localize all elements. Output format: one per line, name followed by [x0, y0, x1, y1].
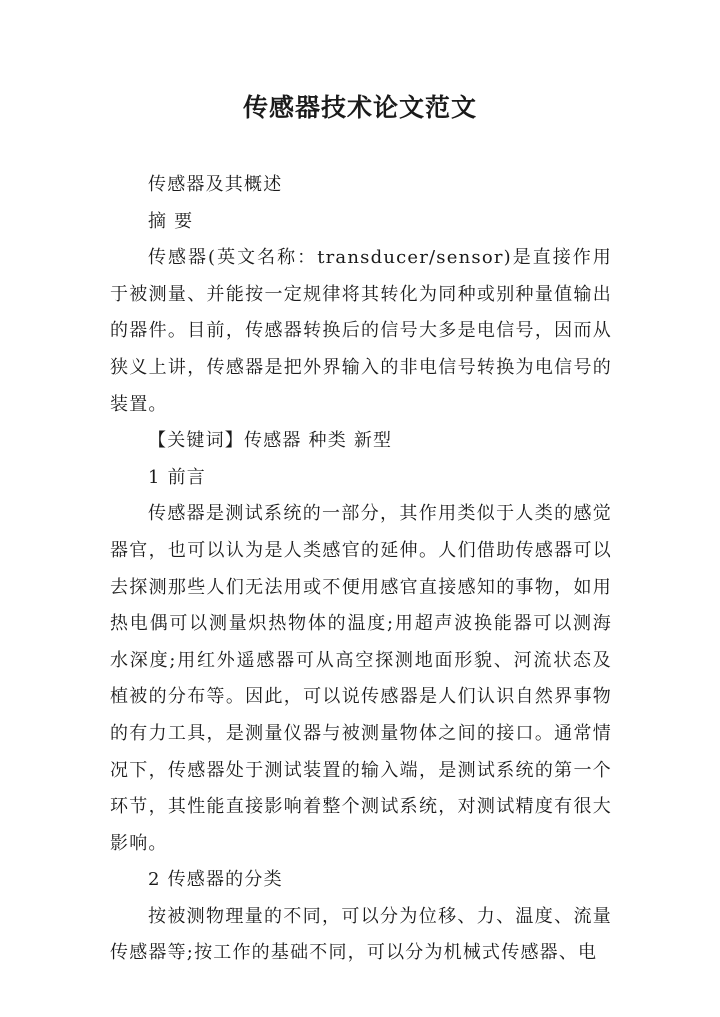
section-heading-intro: 1 前言 — [148, 466, 206, 488]
heading-abstract: 摘 要 — [148, 210, 194, 232]
abstract-paragraph: 传感器(英文名称：transducer/sensor)是直接作用于被测量、并能按一定规律将其转化为同种或别种量值输出的器件。目前，传感器转换后的信号大多是电信号，因而从狭义上讲，传感器是把外界输入的非电信号转换为电信号的装置。 — [110, 247, 612, 415]
heading-overview: 传感器及其概述 — [148, 174, 283, 195]
intro-paragraph: 传感器是测试系统的一部分，其作用类似于人类的感觉器官，也可以认为是人类感官的延伸。人们借助传感器可以去探测那些人们无法用或不便用感官直接感知的事物，如用热电偶可以测量炽热物体的温度;用超声波换能器可以测海水深度;用红外遥感器可从高空探测地面形貌、河流状态及植被的分布等。因此，可以说传感器是人们认识自然界事物的有力工具，是测量仪器与被测量物体之间的接口。通常情况下，传感器处于测试装置的输入端，是测试系统的第一个环节，其性能直接影响着整个测试系统，对测试精度有很大影响。 — [110, 503, 612, 854]
document-title: 传感器技术论文范文 — [242, 93, 477, 122]
keywords-line: 【关键词】传感器 种类 新型 — [148, 430, 393, 452]
document-body — [110, 167, 612, 972]
section-heading-classification: 2 传感器的分类 — [148, 869, 283, 891]
classification-paragraph: 按被测物理量的不同，可以分为位移、力、温度、流量传感器等;按工作的基础不同，可以分为机械式传感器、电 — [110, 905, 612, 964]
